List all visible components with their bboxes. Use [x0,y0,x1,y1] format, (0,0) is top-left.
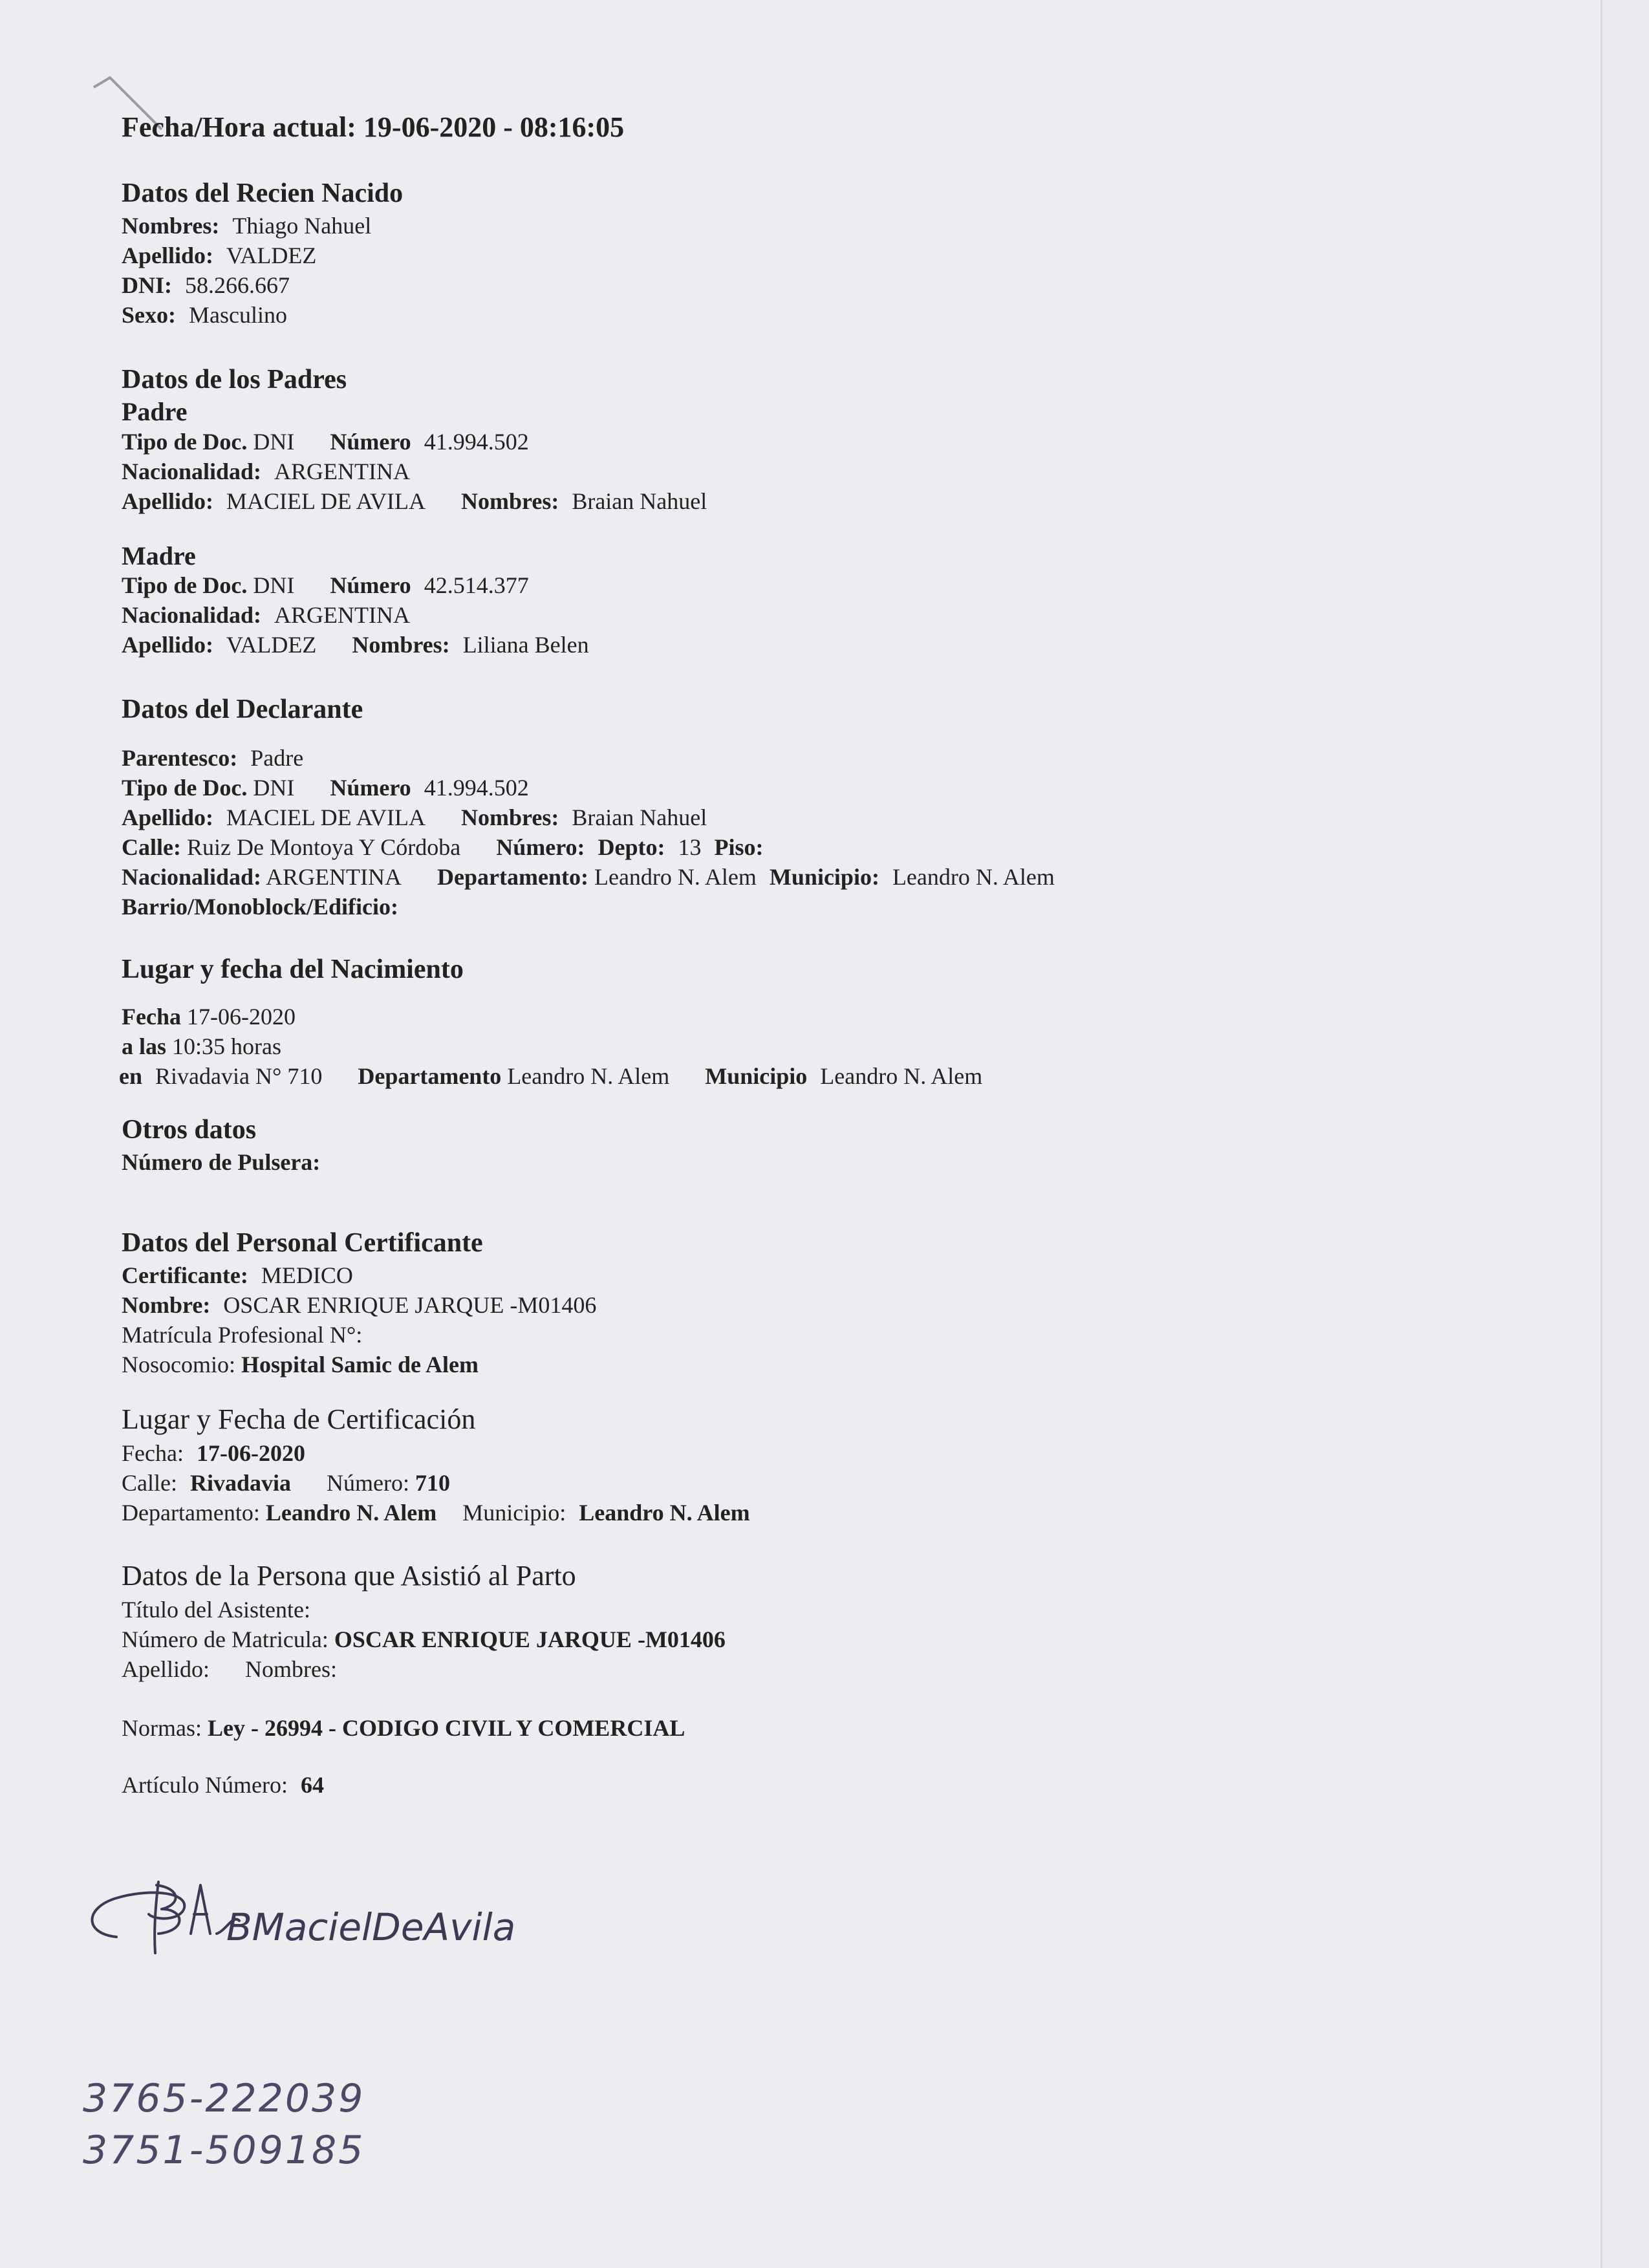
handwritten-phones [83,2073,365,2176]
label: Apellido: [122,243,214,268]
cert-matricula-row [122,1321,362,1349]
label: Número de Pulsera: [122,1149,321,1175]
certif-fecha-row [122,1439,305,1467]
value: MEDICO [261,1262,353,1288]
asist-matricula-row [122,1625,726,1654]
madre-doc-row [122,571,529,599]
label: a las [122,1033,167,1059]
value: Leandro N. Alem [892,864,1055,890]
articulo-row [122,1771,324,1799]
section-title-padres: Datos de los Padres [122,365,347,394]
asist-apellido-row [122,1655,337,1683]
value: Leandro N. Alem [507,1063,670,1089]
label: Fecha [122,1004,181,1030]
section-title-asistente: Datos de la Persona que Asistió al Parto [122,1560,576,1592]
label: Nombre: [122,1292,211,1318]
label: Departamento: [122,1500,260,1526]
value: VALDEZ [226,632,317,658]
label: Barrio/Monoblock/Edificio: [122,894,398,920]
value: ARGENTINA [274,602,411,628]
label: Fecha: [122,1440,184,1466]
value: 17-06-2020 [186,1004,296,1030]
label: Nombres: [122,213,220,239]
label: en [119,1063,142,1089]
nac-fecha-row [122,1002,296,1031]
padre-doc-row [122,427,529,456]
value: Braian Nahuel [572,488,707,514]
otros-pulsera-row [122,1148,320,1176]
value: 64 [300,1772,324,1798]
label: Tipo de Doc. [122,572,248,598]
signature-text: BMacielDeAvila [226,1905,516,1949]
section-title-nacimiento: Lugar y fecha del Nacimiento [122,955,464,984]
padre-nacionalidad-row [122,457,410,486]
value: 42.514.377 [424,572,529,598]
label: DNI: [122,272,172,298]
subtitle-padre: Padre [122,397,188,426]
value: Braian Nahuel [572,805,707,830]
value: 17-06-2020 [196,1440,305,1466]
label: Nacionalidad: [122,459,262,484]
normas-row [122,1714,685,1742]
rn-apellido-row [122,241,316,270]
handwritten-signature [78,1869,516,1966]
value: OSCAR ENRIQUE JARQUE -M01406 [223,1292,597,1318]
label: Nombres: [244,1656,337,1682]
nac-hora-row [122,1032,281,1061]
value: DNI [253,429,295,455]
value: 13 [678,834,702,860]
label: Municipio: [769,864,879,890]
value: VALDEZ [226,243,317,268]
value: Hospital Samic de Alem [241,1352,479,1377]
value: ARGENTINA [266,864,402,890]
label: Municipio: [462,1500,566,1526]
value: 10:35 horas [172,1033,281,1059]
value: DNI [253,572,295,598]
value: ARGENTINA [274,459,411,484]
label: Apellido: [122,1656,210,1682]
header-datetime [122,113,624,142]
padre-apellido-row [122,487,707,515]
madre-apellido-row [122,631,589,659]
label: Número [330,775,411,801]
label: Parentesco: [122,745,238,771]
cert-nosocomio-row [122,1350,479,1379]
value: MACIEL DE AVILA [226,488,426,514]
madre-nacionalidad-row [122,601,410,629]
decl-calle-row [122,833,764,861]
label: Calle: [122,1470,177,1496]
value: Leandro N. Alem [820,1063,983,1089]
label: Piso: [714,834,764,860]
nac-lugar-row [119,1062,982,1090]
certif-departamento-row [122,1498,750,1527]
label: Certificante: [122,1262,248,1288]
label: Apellido: [122,488,214,514]
section-title-certificante: Datos del Personal Certificante [122,1228,483,1258]
value: 710 [415,1470,450,1496]
rn-nombres-row [122,211,371,240]
label: Depto: [598,834,665,860]
label: Nacionalidad: [122,864,262,890]
section-title-otros: Otros datos [122,1115,257,1145]
value: Rivadavia [189,1470,292,1496]
label: Tipo de Doc. [122,429,248,455]
section-title-certificacion: Lugar y Fecha de Certificación [122,1403,476,1435]
rn-sexo-row [122,301,287,329]
value: 58.266.667 [185,272,290,298]
value: Ruiz De Montoya Y Córdoba [186,834,461,860]
value: Leandro N. Alem [594,864,757,890]
label: Departamento: [437,864,588,890]
label: Nosocomio: [122,1352,235,1377]
value: MACIEL DE AVILA [226,805,426,830]
label: Matrícula Profesional N°: [122,1322,363,1348]
label: Número [330,572,411,598]
label: Sexo: [122,302,176,328]
label: Número [330,429,411,455]
label: Nombres: [461,488,559,514]
label: Nacionalidad: [122,602,262,628]
value: Thiago Nahuel [232,213,372,239]
value: Liliana Belen [462,632,589,658]
header-value: 19-06-2020 - 08:16:05 [363,111,625,143]
value: Padre [250,745,304,771]
cert-certificante-row [122,1261,353,1290]
decl-doc-row [122,773,529,802]
label: Número: [496,834,585,860]
decl-nacionalidad-row [122,863,1055,891]
label: Calle: [122,834,181,860]
certif-calle-row [122,1469,450,1497]
label: Apellido: [122,805,214,830]
value: Leandro N. Alem [265,1500,437,1526]
header-label: Fecha/Hora actual: [122,111,356,143]
value: Leandro N. Alem [579,1500,750,1526]
decl-apellido-row [122,803,707,832]
phone-number-1: 3765-222039 [83,2076,365,2121]
asist-titulo-row [122,1595,310,1624]
subtitle-madre: Madre [122,541,196,570]
rn-dni-row [122,271,290,299]
label: Número: [327,1470,409,1496]
label: Municipio [705,1063,808,1089]
value: 41.994.502 [424,429,529,455]
value: Rivadavia N° 710 [155,1063,323,1089]
label: Departamento [358,1063,502,1089]
label: Normas: [122,1715,202,1741]
label: Nombres: [352,632,450,658]
value: DNI [253,775,295,801]
label: Tipo de Doc. [122,775,248,801]
value: OSCAR ENRIQUE JARQUE -M01406 [334,1626,726,1652]
label: Título del Asistente: [122,1597,310,1623]
section-title-declarante: Datos del Declarante [122,695,363,724]
decl-parentesco-row [122,744,303,772]
section-title-recien-nacido: Datos del Recien Nacido [122,178,404,208]
label: Apellido: [122,632,214,658]
phone-number-2: 3751-509185 [83,2128,365,2173]
value: Masculino [189,302,287,328]
value: Ley - 26994 - CODIGO CIVIL Y COMERCIAL [207,1715,685,1741]
decl-barrio-row [122,892,398,921]
value: 41.994.502 [424,775,529,801]
label: Número de Matricula: [122,1626,329,1652]
cert-nombre-row [122,1291,596,1319]
label: Artículo Número: [122,1772,288,1798]
label: Nombres: [461,805,559,830]
